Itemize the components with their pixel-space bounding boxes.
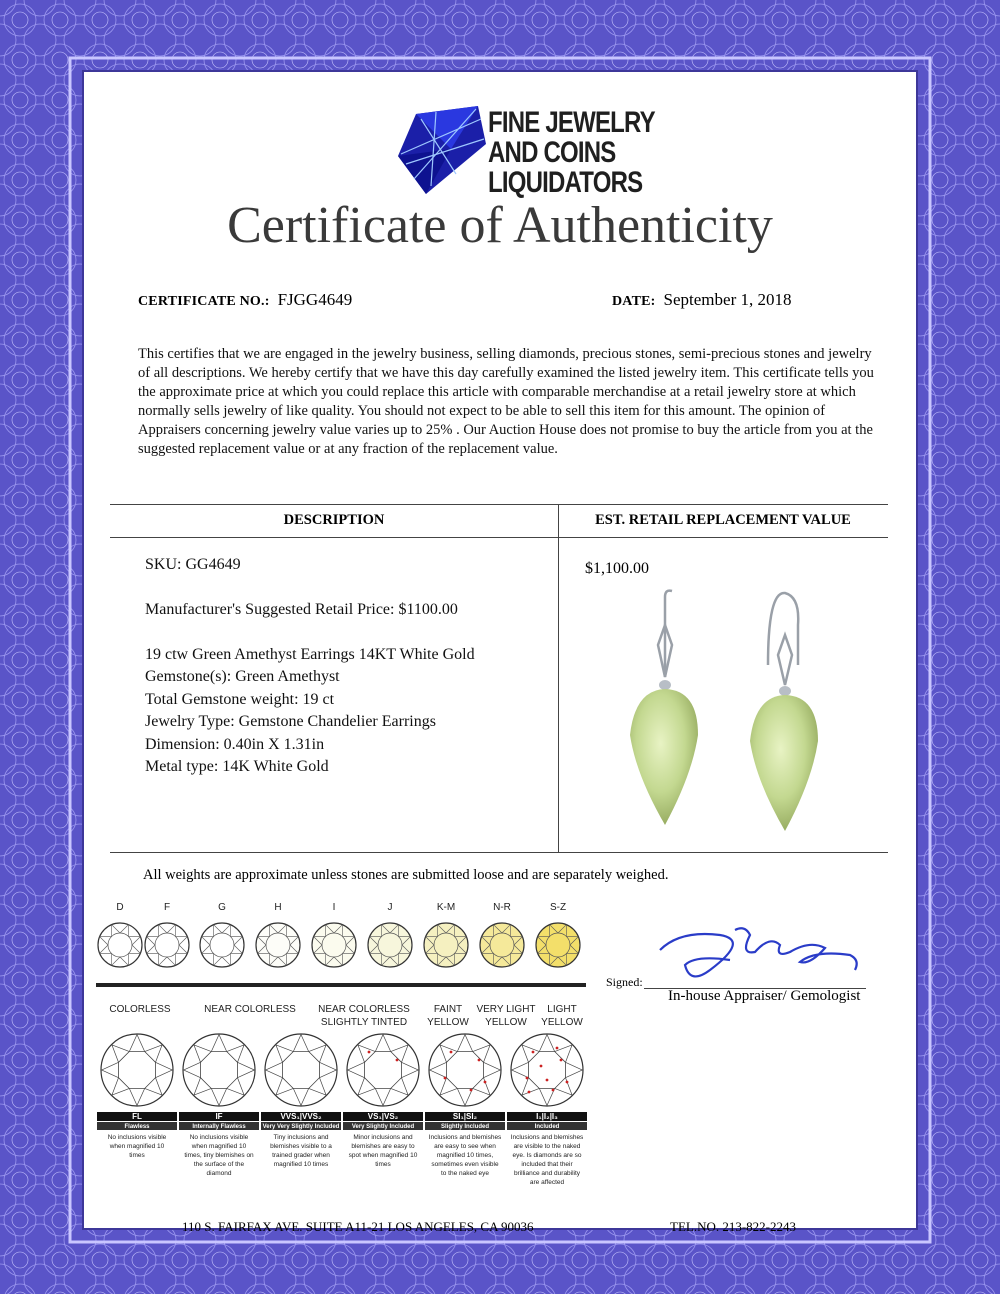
clarity-description-line: Inclusions and blemishes [510,1134,584,1141]
clarity-description-line: are affected [529,1179,565,1186]
clarity-diamond-icon [265,1034,337,1106]
certificate-number-value: FJGG4649 [277,290,353,309]
intro-paragraph: This certifies that we are engaged in the jewelry business, selling diamonds, precious stones, semi-precious stones and jewelry of all descriptions. We hereby certify that we have this day carefully examined the listed jewelry item. This certificate tells you the approximate price at which you could replace this article with comparable merchandise at a retail jewelry store at which normally sells jewelry of like quality. You should not expect to be able to sell this item for this amount. The opinion of Appraisers concerning jewelry value varies up to 25% . Our Auction House does not promise to buy the article from you at the suggested replacement value or at any fraction of the replacement value. [138,346,874,457]
clarity-description-line: No inclusions visible [107,1134,167,1141]
clarity-description-line: magnified 10 times [273,1161,329,1168]
clarity-description-line: Inclusions and blemishes [428,1134,502,1141]
value-header: EST. RETAIL REPLACEMENT VALUE [595,512,851,528]
clarity-description-line: the surface of the [193,1161,245,1168]
appraiser-signature [650,910,870,990]
table-top-rule [110,504,888,505]
clarity-description-line: sometimes even visible [431,1161,499,1168]
date-value: September 1, 2018 [663,290,792,309]
certificate-date [612,290,791,310]
color-grade-label: J [387,902,393,913]
inclusion-mark [546,1079,549,1082]
clarity-description-line: eye. Is diamonds are so [512,1152,582,1159]
clarity-description-line: magnified 10 times, [436,1152,494,1159]
color-grade-label: S-Z [549,902,567,913]
inclusion-mark [478,1059,481,1062]
clarity-diamond-icon [101,1034,173,1106]
certificate-number [138,290,352,310]
clarity-description-line: trained grader when [272,1152,330,1159]
color-grade-stone-icon [424,923,468,967]
color-group-label: LIGHT [547,1004,577,1015]
inclusion-mark [532,1051,535,1054]
clarity-description-line: to the naked eye [440,1170,490,1177]
clarity-description-line: diamond [206,1170,232,1177]
replacement-value: $1,100.00 [585,560,649,577]
color-scale-bar [96,983,586,987]
color-group-sublabel: YELLOW [541,1017,583,1028]
clarity-code: SI₁|SI₂ [452,1112,478,1121]
color-group-label: NEAR COLORLESS [318,1004,410,1015]
clarity-name: Included [534,1124,560,1130]
clarity-description-line: blemishes visible to a [270,1143,332,1150]
inclusion-mark [450,1051,453,1054]
color-grade-stone-icon [200,923,244,967]
color-grade-stone-icon [256,923,300,967]
clarity-description-line: times [129,1152,145,1159]
clarity-name: Very Very Slightly Included [262,1124,340,1130]
color-group-label: FAINT [433,1004,463,1015]
clarity-description-line: are visible to the naked [513,1143,581,1150]
clarity-diamond-icon [347,1034,419,1106]
clarity-diamond-icon [429,1034,501,1106]
page-title: Certificate of Authenticity [227,197,773,254]
color-grade-label: K-M [436,902,456,913]
table-header-rule [110,537,888,538]
inclusion-mark [396,1059,399,1062]
clarity-name: Internally Flawless [192,1124,246,1130]
clarity-code: I₁|I₂|I₃ [536,1112,558,1121]
date-label: DATE: [612,294,656,309]
signed-label: Signed: [606,975,643,989]
logo-wordmark [488,108,655,198]
inclusion-mark [556,1047,559,1050]
color-grade-label: H [274,902,282,913]
clarity-name: Flawless [124,1124,150,1130]
color-grade-stone-icon [98,923,142,967]
color-grade-label: D [116,902,124,913]
color-grade-stone-icon [536,923,580,967]
color-grade-label: I [332,902,336,913]
table-bottom-rule [110,852,888,853]
clarity-diamond-icon [511,1034,583,1106]
desc-line-6: Metal type: 14K White Gold [145,758,329,775]
clarity-description-line: Tiny inclusions and [273,1134,329,1141]
color-group-sublabel: YELLOW [485,1017,527,1028]
desc-line-1: 19 ctw Green Amethyst Earrings 14KT White Gold [145,646,475,663]
clarity-description-line: included that their [521,1161,573,1168]
clarity-name: Slightly Included [440,1124,490,1130]
clarity-code: VVS₁|VVS₂ [280,1112,322,1121]
color-grade-stone-icon [480,923,524,967]
clarity-description-line: times, tiny blemishes on [184,1152,254,1159]
inclusion-mark [484,1081,487,1084]
inclusion-mark [540,1065,543,1068]
desc-line-4: Jewelry Type: Gemstone Chandelier Earrings [145,713,436,730]
color-grade-stone-icon [145,923,189,967]
clarity-description-line: times [375,1161,391,1168]
clarity-code: VS₁|VS₂ [367,1112,399,1121]
desc-line-3: Total Gemstone weight: 19 ct [145,691,335,708]
clarity-description-line: when magnified 10 [109,1143,165,1150]
footer-phone: TEL.NO. 213-822-2243 [670,1219,797,1234]
desc-line-5: Dimension: 0.40in X 1.31in [145,736,325,753]
inclusion-mark [528,1091,531,1094]
color-grade-label: N-R [493,902,511,913]
msrp: Manufacturer's Suggested Retail Price: $1100.00 [145,601,458,618]
clarity-code: FL [132,1112,142,1121]
clarity-code: IF [215,1112,223,1121]
table-column-divider [558,504,559,852]
desc-line-2: Gemstone(s): Green Amethyst [145,668,340,685]
weights-note: All weights are approximate unless stones are submitted loose and are separately weighed. [143,867,669,883]
color-group-label: VERY LIGHT [476,1004,536,1015]
brand-line-3: LIQUIDATORS [488,166,643,199]
clarity-name: Very Slightly Included [351,1124,415,1130]
inclusion-mark [552,1089,555,1092]
certificate-number-label: CERTIFICATE NO.: [138,294,270,309]
clarity-description-line: No inclusions visible [189,1134,249,1141]
footer-address: 110 S. FAIRFAX AVE. SUITE A11-21 LOS ANGELES, CA 90036 [182,1219,534,1234]
color-grade-stone-icon [368,923,412,967]
clarity-description-line: blemishes are easy to [351,1143,415,1150]
inclusion-mark [566,1081,569,1084]
brand-line-2: AND COINS [488,136,616,169]
color-group-label: NEAR COLORLESS [204,1004,296,1015]
description-header: DESCRIPTION [283,512,385,528]
clarity-description-line: Minor inclusions and [353,1134,413,1141]
earrings-image [620,585,860,835]
color-scale-chart [92,898,592,1038]
clarity-description-line: are easy to see when [434,1143,496,1150]
inclusion-mark [444,1077,447,1080]
color-grade-label: F [163,902,171,913]
clarity-diamond-icon [183,1034,255,1106]
brand-line-1: FINE JEWELRY [488,106,655,139]
inclusion-mark [470,1089,473,1092]
color-grade-stone-icon [312,923,356,967]
color-grade-label: G [218,902,226,913]
color-group-sublabel: YELLOW [427,1017,469,1028]
inclusion-mark [526,1077,529,1080]
clarity-description-line: brilliance and durability [513,1170,581,1177]
color-group-label: COLORLESS [109,1004,171,1015]
clarity-description-line: spot when magnified 10 [348,1152,418,1159]
sku: SKU: GG4649 [145,556,241,573]
appraiser-title: In-house Appraiser/ Gemologist [668,988,861,1004]
clarity-scale-chart [96,1032,590,1212]
inclusion-mark [560,1059,563,1062]
color-group-sublabel: SLIGHTLY TINTED [320,1017,408,1028]
clarity-description-line: when magnified 10 [191,1143,247,1150]
inclusion-mark [368,1051,371,1054]
